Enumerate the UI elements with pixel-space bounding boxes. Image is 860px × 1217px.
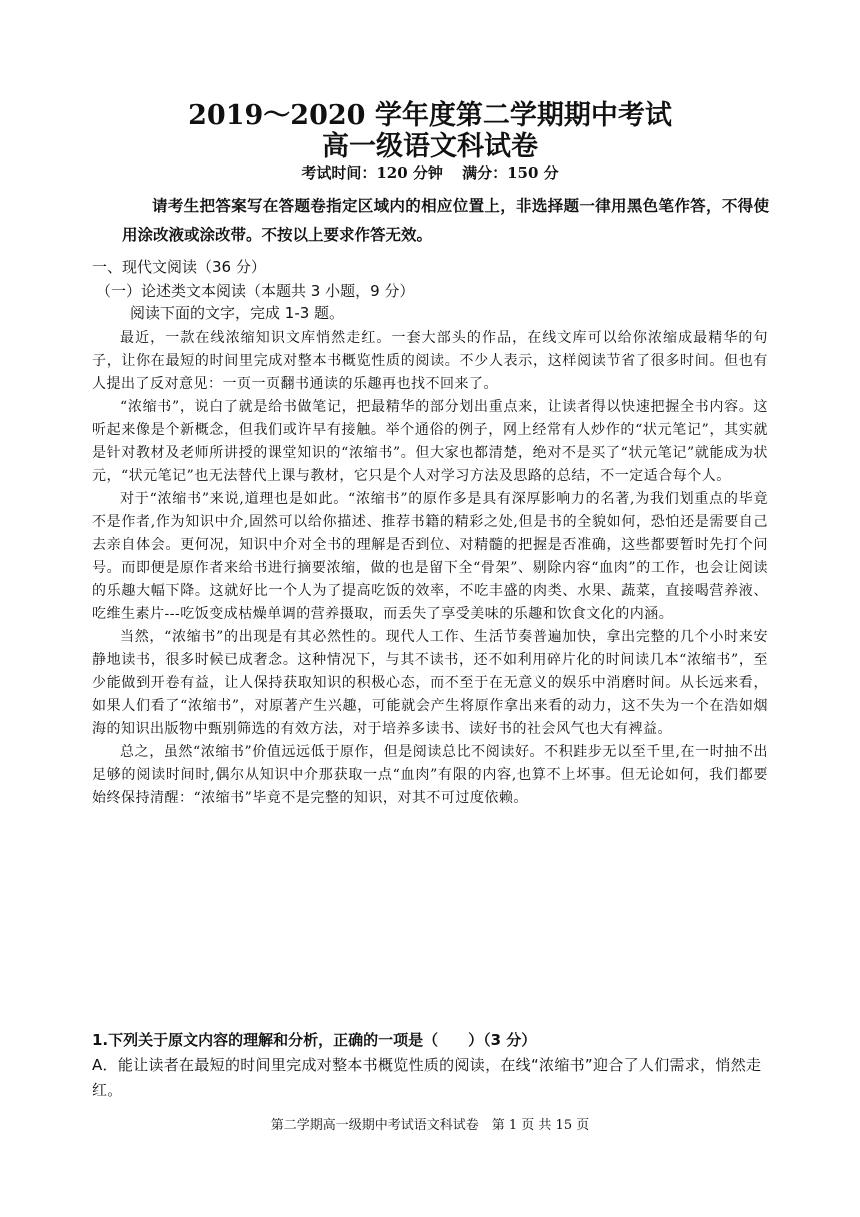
exam-subtitle: 高一级语文科试卷 [322,131,538,162]
exam-info [0,163,860,183]
exam-time: 考试时间：120 分钟 [301,164,443,182]
passage-paragraph: “浓缩书”，说白了就是给书做笔记，把最精华的部分划出重点来，让读者得以快速把握全书内容。这听起来像是个新概念，但我们或许早有接触。举个通俗的例子，网上经常有人炒作的“状元笔记”，其实就是针对教材及老师所讲授的课堂知识的“浓缩书”。但大家也都清楚，绝对不是买了“状元笔记”就能成为状元，“状元笔记”也无法替代上课与教材，它只是个人对学习方法及思路的总结，不一定适合每个人。 [92,399,768,484]
section-title: 一、现代文阅读（36 分） [92,258,266,276]
passage-paragraph: 对于“浓缩书”来说,道理也是如此。“浓缩书”的原作多是具有深厚影响力的名著,为我们划重点的毕竟不是作者,作为知识中介,固然可以给你描述、推荐书籍的精彩之处,但是书的全貌如何，恐怕还是需要自己去亲自体会。更何况，知识中介对全书的理解是否到位、对精髓的把握是否准确，这些都要暂时先打个问号。而即便是原作者来给书进行摘要浓缩，做的也是留下全“骨架”、剔除内容“血肉”的工作，也会让阅读的乐趣大幅下降。这就好比一个人为了提高吃饭的效率，不吃丰盛的肉类、水果、蔬菜，直接喝营养液、吃维生素片---吃饭变成枯燥单调的营养摄取，而丢失了享受美味的乐趣和饮食文化的内涵。 [92,491,768,622]
passage-paragraph: 最近，一款在线浓缩知识文库悄然走红。一套大部头的作品，在线文库可以给你浓缩成最精华的句子，让你在最短的时间里完成对整本书概览性质的阅读。不少人表示，这样阅读节省了很多时间。但也有人提出了反对意见：一页一页翻书通读的乐趣再也找不回来了。 [92,330,768,392]
subsection-title: （一）论述类文本阅读（本题共 3 小题，9 分） [96,282,415,300]
page-footer: 第二学期高一级期中考试语文科试卷 第 1 页 共 15 页 [270,1118,590,1133]
exam-notice: 请考生把答案写在答题卷指定区域内的相应位置上，非选择题一律用黑色笔作答，不得使用涂改液或涂改带。不按以上要求作答无效。 [122,197,769,244]
passage-paragraph: 当然，“浓缩书”的出现是有其必然性的。现代人工作、生活节奏普遍加快，拿出完整的几个小时来安静地读书，很多时候已成奢念。这种情况下，与其不读书，还不如利用碎片化的时间读几本“浓缩书”，至少能做到开卷有益，让人保持获取知识的积极心态，而不至于在无意义的娱乐中消磨时间。从长远来看，如果人们看了“浓缩书”，对原著产生兴趣，可能就会产生将原作拿出来看的动力，这不失为一个在浩如烟海的知识出版物中甄别筛选的有效方法，对于培养多读书、读好书的社会风气也大有裨益。 [92,629,768,737]
exam-title: 2019～2020 学年度第二学期期中考试 [188,100,672,131]
full-score: 满分：150 分 [462,164,559,182]
passage-paragraph: 总之，虽然“浓缩书”价值远远低于原作，但是阅读总比不阅读好。不积跬步无以至千里,在一时抽不出足够的阅读时间时,偶尔从知识中介那获取一点“血肉”有限的内容,也算不上坏事。但无论如何，我们都要始终保持清醒：“浓缩书”毕竟不是完整的知识，对其不可过度依赖。 [92,744,768,806]
question-stem: 1.下列关于原文内容的理解和分析，正确的一项是（ ）（3 分） [92,1031,537,1049]
reading-passage [92,327,768,810]
reading-instruction: 阅读下面的文字，完成 1-3 题。 [130,304,345,322]
question-option-a: A．能让读者在最短的时间里完成对整本书概览性质的阅读，在线“浓缩书”迎合了人们需求，悄然走红。 [92,1056,762,1099]
question-1 [92,1028,768,1103]
